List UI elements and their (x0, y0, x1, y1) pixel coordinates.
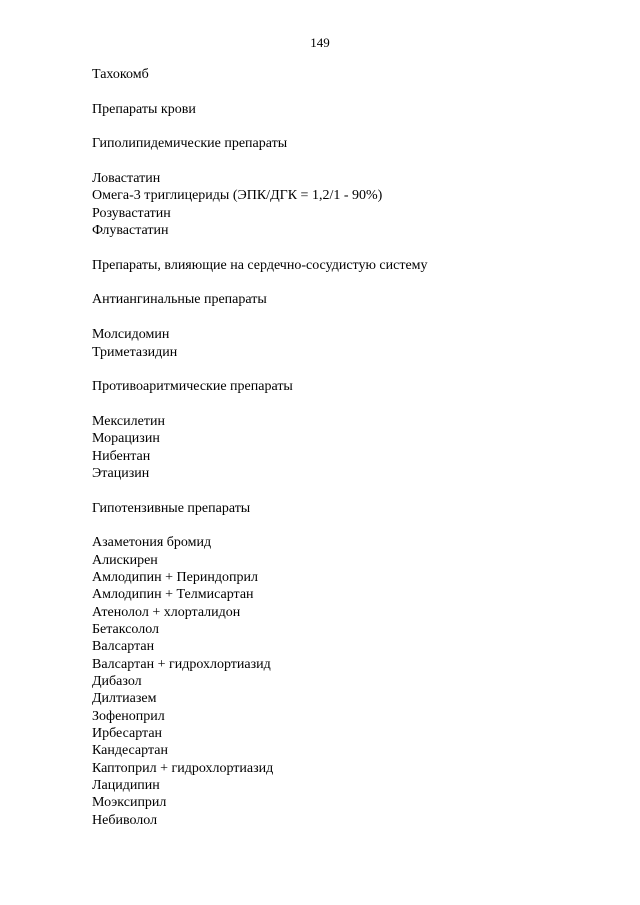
text-line: Валсартан (92, 639, 155, 655)
blank-line (92, 153, 600, 170)
text-line: Зофеноприл (92, 708, 165, 724)
text-line: Моэксиприл (92, 795, 167, 811)
text-line: Ирбесартан (92, 726, 163, 742)
text-line: Этацизин (92, 465, 150, 481)
document-body (92, 66, 600, 829)
text-line: Мексилетин (92, 413, 165, 429)
text-line: Ловастатин (92, 171, 161, 187)
text-line: Лацидипин (92, 778, 160, 794)
blank-line (92, 517, 600, 534)
text-line: Валсартан + гидрохлортиазид (92, 656, 271, 672)
text-line: Амлодипин + Периндоприл (92, 569, 258, 585)
text-line: Алискирен (92, 552, 158, 568)
text-line: Флувастатин (92, 223, 169, 239)
text-line: Гипотензивные препараты (92, 500, 251, 516)
text-line: Противоаритмические препараты (92, 379, 293, 395)
blank-line (92, 83, 600, 100)
text-line: Молсидомин (92, 327, 170, 343)
text-line: Небиволол (92, 812, 158, 828)
text-line: Дибазол (92, 674, 142, 690)
blank-line (92, 239, 600, 256)
text-line: Каптоприл + гидрохлортиазид (92, 760, 274, 776)
blank-line (92, 396, 600, 413)
blank-line (92, 274, 600, 291)
page-number: 149 (310, 35, 330, 50)
text-line: Препараты, влияющие на сердечно-сосудистую систему (92, 257, 428, 273)
text-line: Амлодипин + Телмисартан (92, 587, 254, 603)
text-line: Дилтиазем (92, 691, 157, 707)
text-line: Бетаксолол (92, 622, 160, 637)
text-line: Нибентан (92, 448, 151, 464)
text-line: Азаметония бромид (92, 535, 212, 551)
blank-line (92, 309, 600, 326)
text-line: Гиполипидемические препараты (92, 136, 288, 152)
text-line: Розувастатин (92, 205, 171, 221)
blank-line (92, 118, 600, 135)
text-line: Препараты крови (92, 101, 196, 117)
text-line: Триметазидин (92, 344, 178, 360)
text-line: Омега-3 триглицериды (ЭПК/ДГК = 1,2/1 - 90%) (92, 188, 383, 204)
blank-line (92, 482, 600, 499)
text-line: Атенолол + хлорталидон (92, 604, 241, 620)
text-line: Кандесартан (92, 743, 168, 759)
text-line: Тахокомб (92, 67, 149, 82)
text-line: Морацизин (92, 431, 160, 447)
text-line: Антиангинальные препараты (92, 292, 267, 308)
blank-line (92, 361, 600, 378)
